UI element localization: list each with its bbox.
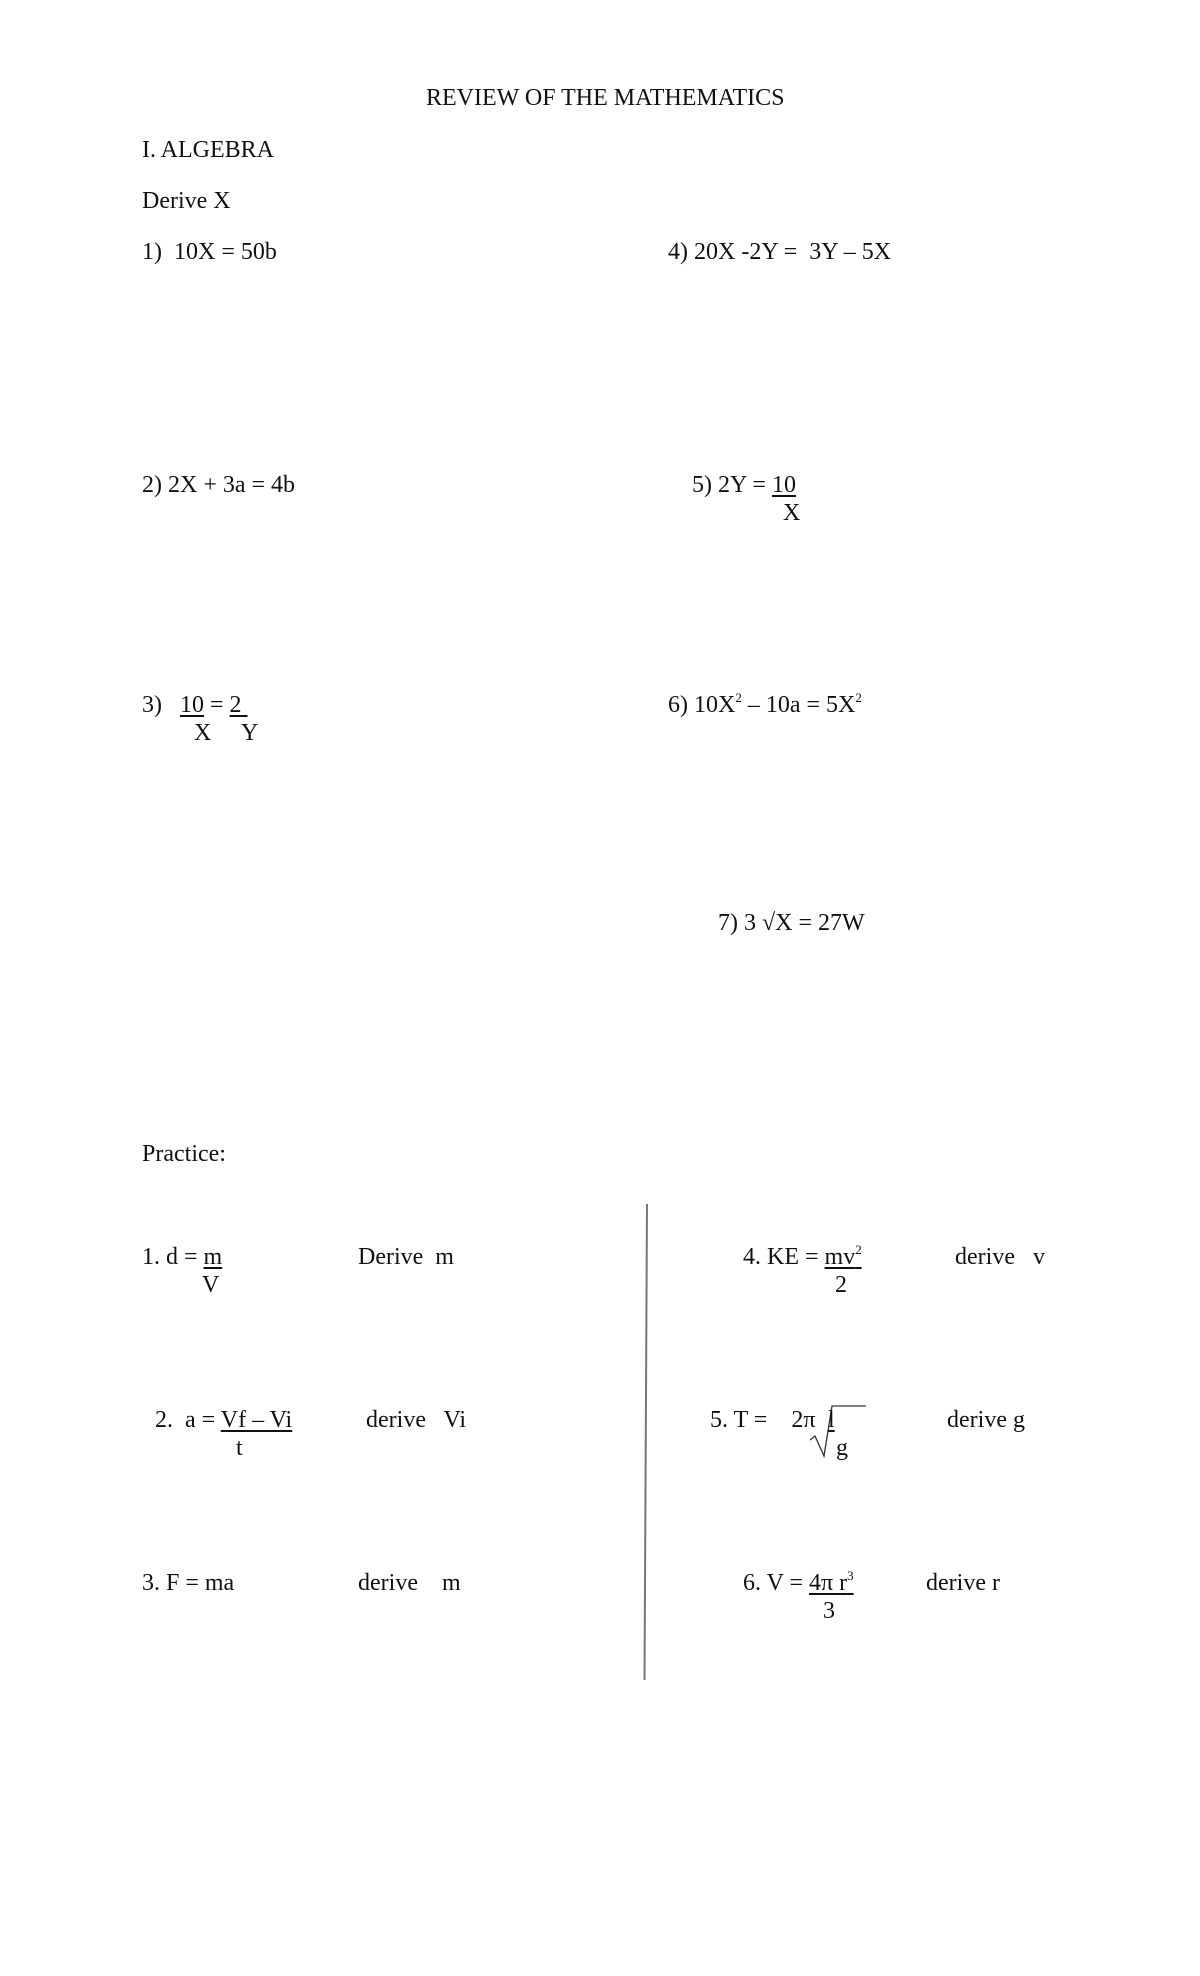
section-heading: I. ALGEBRA [142, 137, 274, 163]
problem-3-equals: = [204, 692, 230, 718]
problem-5-numerator: 10 [771, 472, 796, 498]
practice-4-exponent: 2 [855, 1242, 862, 1257]
practice-1-task: Derive m [358, 1244, 454, 1270]
problem-3-numerator-1: 10 [180, 692, 204, 718]
problem-5-lhs: 5) 2Y = [692, 472, 772, 498]
practice-3-equation: 3. F = ma [142, 1570, 235, 1596]
practice-6-denominator: 3 [823, 1598, 835, 1624]
page-title: REVIEW OF THE MATHEMATICS [426, 85, 785, 111]
practice-2-task: derive Vi [366, 1407, 467, 1433]
practice-3-task: derive m [358, 1570, 461, 1596]
practice-5-numerator: l [828, 1407, 835, 1433]
problem-6 [668, 690, 862, 718]
practice-5-denominator: g [836, 1435, 848, 1461]
practice-1-numerator: m [203, 1244, 223, 1270]
practice-1-denominator: V [202, 1272, 220, 1298]
problem-5-denominator: X [783, 500, 801, 526]
problem-2: 2) 2X + 3a = 4b [142, 472, 296, 498]
practice-4-task: derive v [955, 1244, 1045, 1270]
practice-2-lhs: 2. a = [155, 1407, 221, 1433]
practice-heading: Practice: [142, 1141, 226, 1167]
instruction-text: Derive X [142, 188, 231, 214]
problem-5 [692, 473, 796, 497]
practice-4-denominator: 2 [835, 1272, 847, 1298]
problem-6-exponent-1: 2 [735, 690, 742, 705]
practice-2-equation [155, 1408, 292, 1432]
practice-4-numerator [825, 1244, 862, 1270]
practice-4-numerator-base: mv [824, 1244, 856, 1270]
problem-3-denominator-1: X [194, 720, 212, 746]
practice-1-lhs: 1. d = [142, 1244, 204, 1270]
problem-7: 7) 3 √X = 27W [718, 910, 865, 936]
problem-4: 4) 20X -2Y = 3Y – 5X [668, 239, 892, 265]
practice-4-lhs: 4. KE = [743, 1244, 825, 1270]
column-divider [644, 1204, 648, 1680]
practice-2-numerator: Vf – Vi [220, 1407, 293, 1433]
practice-5-lhs: 5. T = 2π [710, 1407, 816, 1433]
practice-6-equation [743, 1568, 854, 1596]
practice-4-equation [743, 1242, 862, 1270]
practice-2-denominator: t [236, 1435, 243, 1461]
practice-6-task: derive r [926, 1570, 1000, 1596]
problem-3-label: 3) [142, 692, 162, 718]
problem-3-equation [180, 693, 248, 717]
problem-6-part-b: – 10a = 5X [741, 692, 856, 718]
problem-3-numerator-2: 2 [229, 692, 248, 718]
problem-6-part-a: 6) 10X [668, 692, 736, 718]
practice-5-task: derive g [947, 1407, 1025, 1433]
practice-1-equation [142, 1245, 222, 1269]
problem-6-exponent-2: 2 [855, 690, 862, 705]
practice-6-numerator-base: 4π r [809, 1570, 848, 1596]
practice-6-lhs: 6. V = [743, 1570, 809, 1596]
problem-1: 1) 10X = 50b [142, 239, 277, 265]
problem-3-denominator-2: Y [241, 720, 259, 746]
practice-6-exponent: 3 [847, 1568, 854, 1583]
practice-6-numerator [809, 1570, 854, 1596]
